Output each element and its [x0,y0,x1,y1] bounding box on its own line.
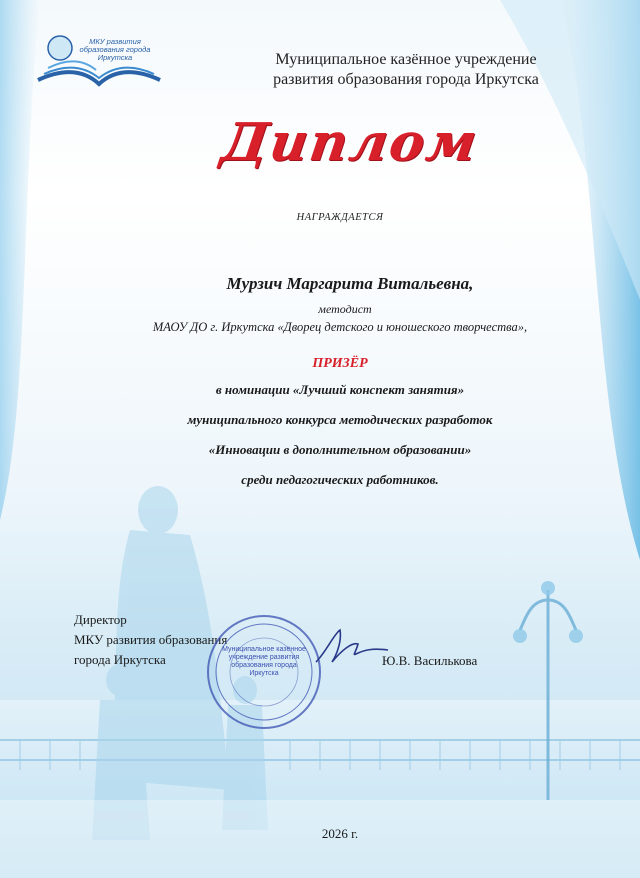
signer-name: Ю.В. Василькова [382,653,478,668]
director-title: Директор [74,612,127,627]
award-title: ПРИЗЁР [312,356,368,371]
recipient-name: Мурзич Маргарита Витальевна, [226,274,474,293]
award-line-4: среди педагогических работников. [241,472,439,487]
logo-text: МКУ развития образования города Иркутска [79,37,151,62]
organization-line-1: Муниципальное казённое учреждение [275,51,537,68]
award-line-3: «Инновации в дополнительном образовании» [208,442,472,457]
recipient-position: методист [318,302,372,316]
award-line-2: муниципального конкурса методических разработок [187,412,493,427]
awarded-label: НАГРАЖДАЕТСЯ [296,212,384,223]
handwritten-signature-icon [312,622,392,668]
recipient-institution: МАОУ ДО г. Иркутска «Дворец детского и юношеского творчества», [152,320,528,334]
diploma-title: Диплом [217,112,483,173]
organization-line-2: развития образования города Иркутска [273,71,539,88]
diploma-year: 2026 г. [321,826,359,841]
organization-name [236,50,576,90]
director-organization: МКУ развития образования [74,632,228,647]
director-city: города Иркутска [74,652,166,667]
seal-text: Муниципальное казённое учреждение развития образования города Иркутска [222,646,306,677]
award-line-1: в номинации «Лучший конспект занятия» [215,382,465,397]
